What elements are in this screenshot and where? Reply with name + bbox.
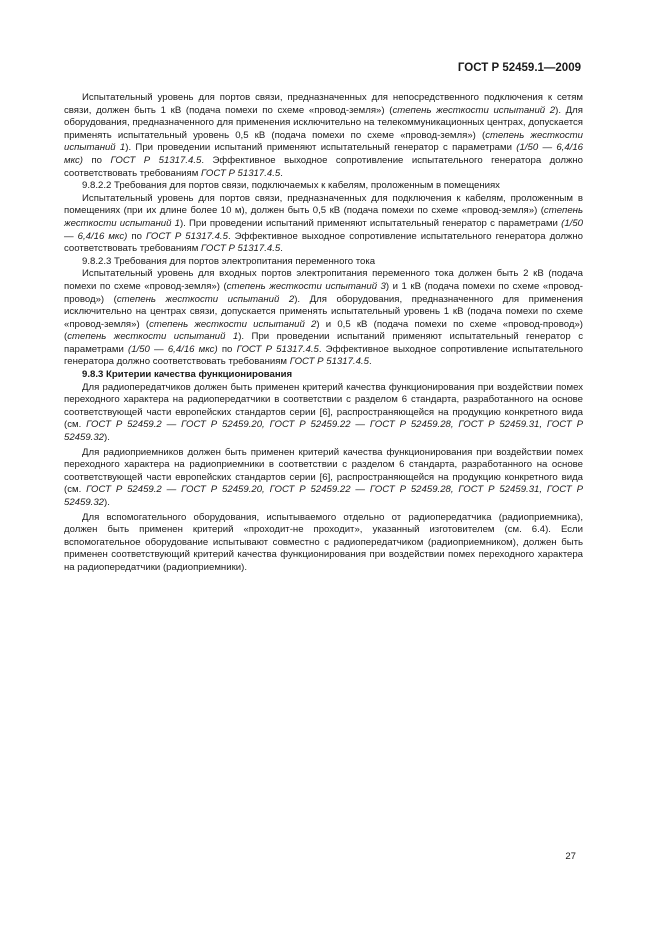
standard-id: ГОСТ Р 52459.1—2009 — [457, 62, 581, 74]
page-header — [458, 62, 581, 74]
paragraph-receivers-criteria: Для радиоприемников должен быть применен критерий качества функционирования при воздействии помех переходного характера на радиоприемники в соответствии с разделом 6 стандарта, разработанного на основе соответствующей части европейских стандартов серии [6], распространяющейся на продукцию конкретного вида (см. ГОСТ Р 52459.2 — ГОСТ Р 52459.20, ГОСТ Р 52459.22 — ГОСТ Р 52459.28, ГОСТ Р 52459.31, ГОСТ Р 52459.32). — [64, 446, 583, 508]
paragraph-comm-ports-network: Испытательный уровень для портов связи, предназначенных для непосредственного подключения к сетям связи, должен быть 1 кВ (подача помехи по схеме «провод-земля») (степень жесткости испытаний 2). Для оборудования, предназначенного для применения исключительно на телекоммуникационных центрах, допускается применять испытательный уровень 0,5 кВ (подача помехи по схеме «провод-земля») (степень жесткости испытаний 1). При проведении испытаний применяют испытательный генератор с параметрами (1/50 — 6,4/16 мкс) по ГОСТ Р 51317.4.5. Эффективное выходное сопротивление испытательного генератора должно соответствовать требованиям ГОСТ Р 51317.4.5. — [64, 92, 583, 179]
paragraph-ac-power-ports: Испытательный уровень для входных портов электропитания переменного тока должен быть 2 кВ (подача помехи по схеме «провод-земля») (степень жесткости испытаний 3) и 1 кВ (подача помехи по схеме «провод-провод») (степень жесткости испытаний 2). Для оборудования, предназначенного для применения исключительно на центрах связи, допускается применять испытательный уровень 1 кВ (подача помехи по схеме «провод-земля») (степень жесткости испытаний 2) и 0,5 кВ (подача помехи по схеме «провод-провод») (степень жесткости испытаний 1). При проведении испытаний применяют испытательный генератор с параметрами (1/50 — 6,4/16 мкс) по ГОСТ Р 51317.4.5. Эффективное выходное сопротивление испытательного генератора должно соответствовать требованиям ГОСТ Р 51317.4.5. — [64, 268, 583, 368]
heading-9-8-2-3: 9.8.2.3 Требования для портов электропитания переменного тока — [82, 255, 376, 267]
paragraph-comm-ports-indoor: Испытательный уровень для портов связи, предназначенных для подключения к кабелям, проложенным в помещениях (при их длине более 10 м), должен быть 0,5 кВ (подача помехи по схеме «провод-земля») (степень жесткости испытаний 1). При проведении испытаний применяют испытательный генератор с параметрами (1/50 — 6,4/16 мкс) по ГОСТ Р 51317.4.5. Эффективное выходное сопротивление испытательного генератора должно соответствовать требованиям ГОСТ Р 51317.4.5. — [64, 192, 583, 255]
paragraph-transmitters-criteria: Для радиопередатчиков должен быть применен критерий качества функционирования при воздействии помех переходного характера на радиопередатчики в соответствии с разделом 6 стандарта, разработанного на основе соответствующей части европейских стандартов серии [6], распространяющейся на продукцию конкретного вида (см. ГОСТ Р 52459.2 — ГОСТ Р 52459.20, ГОСТ Р 52459.22 — ГОСТ Р 52459.28, ГОСТ Р 52459.31, ГОСТ Р 52459.32). — [64, 381, 583, 444]
paragraph-auxiliary-equipment: Для вспомогательного оборудования, испытываемого отдельно от радиопередатчика (радиоприемника), должен быть применен критерий «проходит-не проходит», указанный изготовителем (см. 6.4). Если вспомогательное оборудование испытывают совместно с радиопередатчиком (радиоприемником), должен быть применен соответствующий критерий качества функционирования при воздействии помех переходного характера на радиопередатчики (радиоприемники). — [64, 511, 583, 573]
page-number: 27 — [565, 851, 576, 862]
document-body — [64, 92, 583, 575]
heading-9-8-2-2: 9.8.2.2 Требования для портов связи, подключаемых к кабелям, проложенным в помещениях — [82, 180, 500, 192]
heading-9-8-3: 9.8.3 Критерии качества функционирования — [82, 369, 293, 381]
